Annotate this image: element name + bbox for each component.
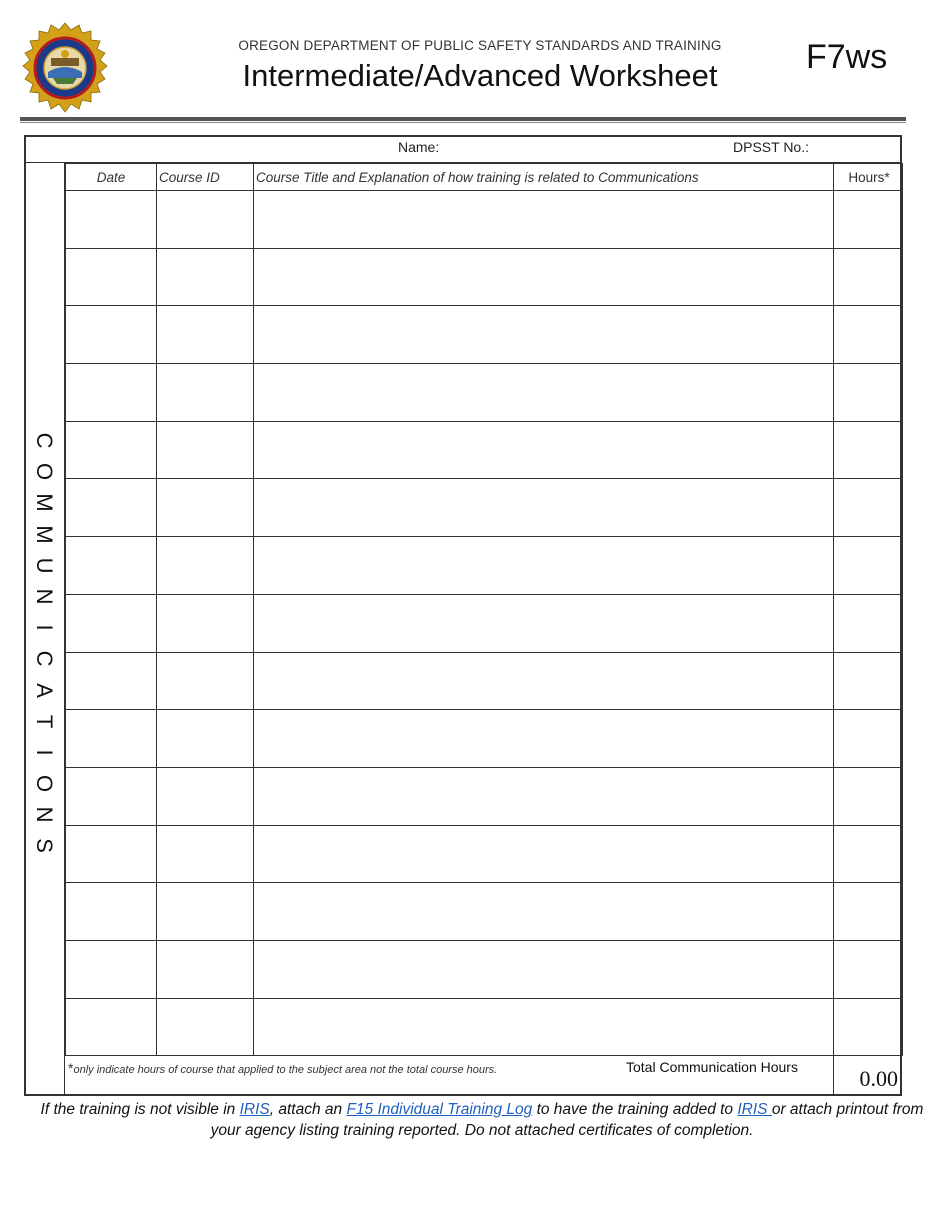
instructions-text-1: If the training is not visible in	[40, 1101, 240, 1118]
section-label-vertical	[24, 163, 65, 1094]
table-row	[66, 825, 903, 883]
date-field[interactable]	[66, 421, 157, 479]
date-field[interactable]	[66, 652, 157, 710]
table-row	[66, 883, 903, 941]
hours-field[interactable]	[834, 998, 903, 1056]
section-label-letter: T	[32, 714, 58, 728]
agency-name: OREGON DEPARTMENT OF PUBLIC SAFETY STANDARDS AND TRAINING	[238, 38, 722, 53]
date-field[interactable]	[66, 825, 157, 883]
form-code: F7ws	[806, 38, 888, 76]
table-row	[66, 248, 903, 306]
course-id-field[interactable]	[157, 767, 254, 825]
section-label-letter: S	[32, 838, 58, 854]
table-row	[66, 767, 903, 825]
footnote	[68, 1060, 497, 1076]
table-row	[66, 537, 903, 595]
total-hours-cell	[833, 1056, 902, 1095]
section-label-letter: O	[32, 463, 58, 481]
hours-field[interactable]	[834, 825, 903, 883]
course-title-field[interactable]	[254, 940, 834, 998]
course-title-field[interactable]	[254, 883, 834, 941]
course-id-field[interactable]	[157, 306, 254, 364]
table-row	[66, 191, 903, 249]
section-label-letter: C	[32, 650, 58, 667]
section-label-letter: A	[32, 682, 58, 698]
course-id-field[interactable]	[157, 883, 254, 941]
course-id-field[interactable]	[157, 710, 254, 768]
section-label-letter: M	[32, 493, 58, 513]
section-label-letter: I	[32, 749, 58, 756]
course-title-field[interactable]	[254, 364, 834, 422]
table-footer	[65, 1055, 902, 1095]
hours-field[interactable]	[834, 306, 903, 364]
course-title-field[interactable]	[254, 825, 834, 883]
table-row	[66, 421, 903, 479]
hours-field[interactable]	[834, 537, 903, 595]
date-field[interactable]	[66, 306, 157, 364]
course-id-field[interactable]	[157, 248, 254, 306]
course-id-field[interactable]	[157, 537, 254, 595]
section-label-letter: M	[32, 524, 58, 544]
hours-field[interactable]	[834, 767, 903, 825]
hours-field[interactable]	[834, 479, 903, 537]
hours-field[interactable]	[834, 883, 903, 941]
name-label: Name:	[398, 139, 440, 155]
table-row	[66, 940, 903, 998]
date-field[interactable]	[66, 710, 157, 768]
course-id-field[interactable]	[157, 652, 254, 710]
total-hours-value: 0.00	[859, 1066, 898, 1091]
footnote-text: only indicate hours of course that applied to the subject area not the total course hours.	[73, 1064, 498, 1076]
column-header-hours: Hours*	[834, 164, 903, 191]
hours-field[interactable]	[834, 652, 903, 710]
date-field[interactable]	[66, 767, 157, 825]
column-header-course-title: Course Title and Explanation of how training is related to Communications	[254, 164, 834, 191]
course-title-field[interactable]	[254, 652, 834, 710]
date-field[interactable]	[66, 364, 157, 422]
table-row	[66, 652, 903, 710]
course-title-field[interactable]	[254, 710, 834, 768]
f15-training-log-link[interactable]: F15 Individual Training Log	[346, 1101, 533, 1118]
table-row	[66, 998, 903, 1056]
course-id-field[interactable]	[157, 479, 254, 537]
date-field[interactable]	[66, 191, 157, 249]
hours-field[interactable]	[834, 191, 903, 249]
table-row	[66, 710, 903, 768]
section-label-letter: O	[32, 775, 58, 793]
section-label-letter: C	[32, 432, 58, 449]
date-field[interactable]	[66, 940, 157, 998]
course-title-field[interactable]	[254, 767, 834, 825]
dpsst-number-label: DPSST No.:	[733, 139, 809, 155]
iris-link-2[interactable]: IRIS	[737, 1101, 772, 1118]
date-field[interactable]	[66, 248, 157, 306]
section-label-letter: I	[32, 624, 58, 631]
course-title-field[interactable]	[254, 479, 834, 537]
instructions-text-3: to have the training added to	[532, 1101, 738, 1118]
course-id-field[interactable]	[157, 191, 254, 249]
course-id-field[interactable]	[157, 940, 254, 998]
date-field[interactable]	[66, 883, 157, 941]
course-title-field[interactable]	[254, 421, 834, 479]
hours-field[interactable]	[834, 364, 903, 422]
hours-field[interactable]	[834, 594, 903, 652]
dpsst-seal-icon	[20, 22, 110, 114]
instructions-text-2: , attach an	[269, 1101, 347, 1118]
header-rule	[20, 117, 906, 121]
course-title-field[interactable]	[254, 998, 834, 1056]
table-row	[66, 306, 903, 364]
course-title-field[interactable]	[254, 306, 834, 364]
table-row	[66, 364, 903, 422]
hours-field[interactable]	[834, 248, 903, 306]
section-label-letters	[24, 425, 65, 862]
course-title-field[interactable]	[254, 248, 834, 306]
course-id-field[interactable]	[157, 421, 254, 479]
course-title-field[interactable]	[254, 537, 834, 595]
name-bar	[24, 135, 902, 163]
course-id-field[interactable]	[157, 364, 254, 422]
date-field[interactable]	[66, 537, 157, 595]
section-label-letter: N	[32, 588, 58, 605]
course-id-field[interactable]	[157, 825, 254, 883]
course-title-field[interactable]	[254, 594, 834, 652]
hours-field[interactable]	[834, 421, 903, 479]
total-hours-label: Total Communication Hours	[626, 1059, 798, 1075]
table-row	[66, 594, 903, 652]
hours-field[interactable]	[834, 940, 903, 998]
hours-field[interactable]	[834, 710, 903, 768]
header-rule-thin	[20, 122, 906, 123]
instructions	[40, 1099, 924, 1141]
date-field[interactable]	[66, 998, 157, 1056]
page-title: Intermediate/Advanced Worksheet	[242, 58, 718, 93]
table-row	[66, 479, 903, 537]
instructions-text-4: or attach printout from your agency listing training reported. Do not attached certificates of completion.	[210, 1101, 924, 1139]
date-field[interactable]	[66, 479, 157, 537]
training-table	[65, 163, 903, 1056]
course-title-field[interactable]	[254, 191, 834, 249]
section-label-letter: N	[32, 806, 58, 823]
section-label-letter: U	[32, 557, 58, 574]
column-header-date: Date	[66, 164, 157, 191]
column-header-course-id: Course ID	[157, 164, 254, 191]
date-field[interactable]	[66, 594, 157, 652]
course-id-field[interactable]	[157, 594, 254, 652]
course-id-field[interactable]	[157, 998, 254, 1056]
iris-link[interactable]: IRIS	[239, 1101, 270, 1118]
footnote-mark: *	[68, 1060, 74, 1076]
